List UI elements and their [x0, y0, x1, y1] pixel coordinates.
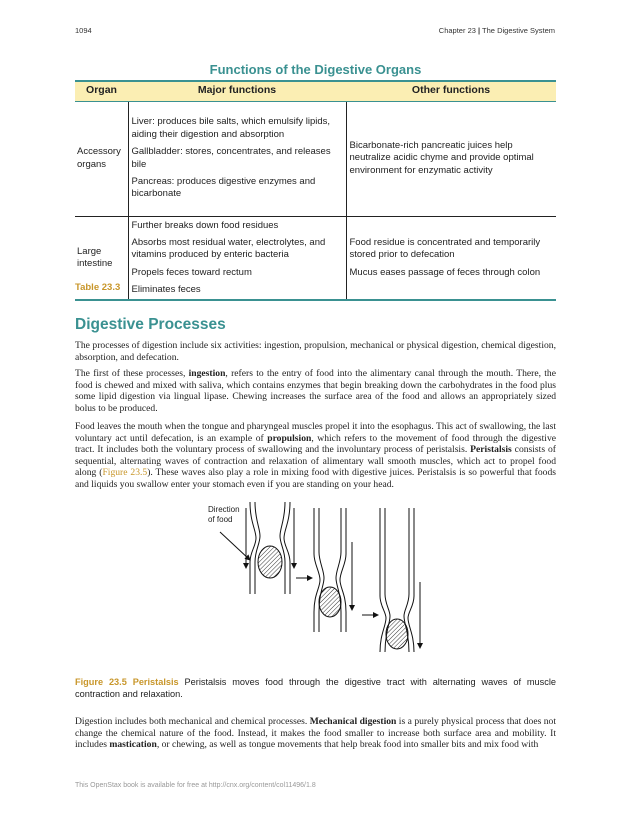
page-header	[75, 26, 555, 38]
other-function-item: Mucus eases passage of feces through colon	[349, 266, 541, 278]
paragraph-3: Food leaves the mouth when the tongue and pharyngeal muscles propel it into the esophagus. This act of swallowing, the last voluntary act until defecation, is an example of propulsion, which refers to the movement of food through the digestive tract. It includes both the voluntary process of swallowing and the involuntary process of peristalsis. Peristalsis consists of sequential, alternating waves of contraction and relaxation of alimentary wall smooth muscles, which act to propel food along (Figure 23.5). These waves also play a role in mixing food with digestive juices. Peristalsis is so powerful that foods and liquids you swallow enter your stomach even if you are standing on your head.	[75, 421, 556, 490]
term-peristalsis: Peristalsis	[470, 444, 512, 456]
other-function-item: Bicarbonate-rich pancreatic juices help neutralize acidic chyme and provide optimal environment for enzymatic activity	[349, 139, 534, 176]
organ-cell: Large intestine	[75, 216, 128, 300]
table-title: Functions of the Digestive Organs	[209, 62, 422, 77]
column-header-other: Other functions	[346, 81, 556, 101]
major-function-item: Eliminates feces	[131, 283, 201, 295]
organ-cell: Accessory organs	[75, 101, 128, 216]
column-header-major: Major functions	[128, 81, 346, 101]
direction-of-food-label: Direction of food	[208, 505, 240, 524]
other-functions-cell	[346, 216, 556, 300]
figure-caption-label: Figure 23.5 Peristalsis	[75, 677, 179, 687]
paragraph-2: The first of these processes, ingestion, refers to the entry of food into the alimentary canal through the mouth. There, the food is chewed and mixed with saliva, which contains enzymes that begin breaking down the carbohydrates in the food plus some lipid digestion via lingual lipase. Chewing increases the surface area of the food and allows an appropriately sized bolus to be produced.	[75, 368, 556, 414]
major-function-item: Pancreas: produces digestive enzymes and bicarbonate	[131, 175, 316, 200]
term-ingestion: ingestion	[188, 368, 226, 379]
term-mastication: mastication	[109, 739, 157, 751]
functions-table	[75, 80, 556, 301]
major-function-item: Propels feces toward rectum	[131, 266, 252, 278]
peristalsis-diagram	[200, 502, 430, 662]
term-mechanical-digestion: Mechanical digestion	[309, 716, 397, 727]
paragraph-1: The processes of digestion include six activities: ingestion, propulsion, mechanical or physical digestion, chemical digestion, absorption, and defecation.	[75, 340, 556, 363]
page-footer: This OpenStax book is available for free at http://cnx.org/content/col11496/1.8	[75, 782, 316, 789]
section-heading: Digestive Processes	[75, 316, 226, 333]
major-functions-cell	[128, 216, 346, 300]
other-function-item: Food residue is concentrated and temporarily stored prior to defecation	[349, 236, 541, 261]
table-caption: Table 23.3	[75, 282, 121, 293]
term-propulsion: propulsion	[267, 432, 312, 444]
table-row	[75, 101, 556, 216]
major-function-item: Gallbladder: stores, concentrates, and releases bile	[131, 146, 331, 170]
major-function-item: Absorbs most residual water, electrolytes, and vitamins produced by enteric bacteria	[131, 236, 326, 261]
figure-link[interactable]: Figure 23.5	[102, 467, 148, 479]
major-function-item: Liver: produces bile salts, which emulsify lipids, aiding their digestion and absorption	[131, 116, 331, 140]
chapter-title: Chapter 23 | The Digestive System	[438, 26, 555, 35]
page-number: 1094	[75, 26, 92, 35]
major-function-item: Further breaks down food residues	[131, 219, 279, 231]
food-bolus	[319, 587, 341, 617]
peristalsis-figure	[200, 502, 430, 662]
table-row	[75, 216, 556, 300]
food-bolus	[258, 546, 282, 578]
paragraph-4: Digestion includes both mechanical and chemical processes. Mechanical digestion is a purely physical process that does not change the chemical nature of the food. Instead, it makes the food smaller to increase both surface area and mobility. It includes mastication, or chewing, as well as tongue movements that help break food into smaller bits and mix food with	[75, 716, 557, 751]
column-header-organ: Organ	[75, 81, 128, 101]
figure-caption: Figure 23.5 Peristalsis Peristalsis moves food through the digestive tract with alternating waves of muscle contraction and relaxation.	[75, 677, 557, 699]
major-functions-cell	[128, 101, 346, 216]
food-bolus	[386, 619, 408, 649]
other-functions-cell	[346, 101, 556, 216]
